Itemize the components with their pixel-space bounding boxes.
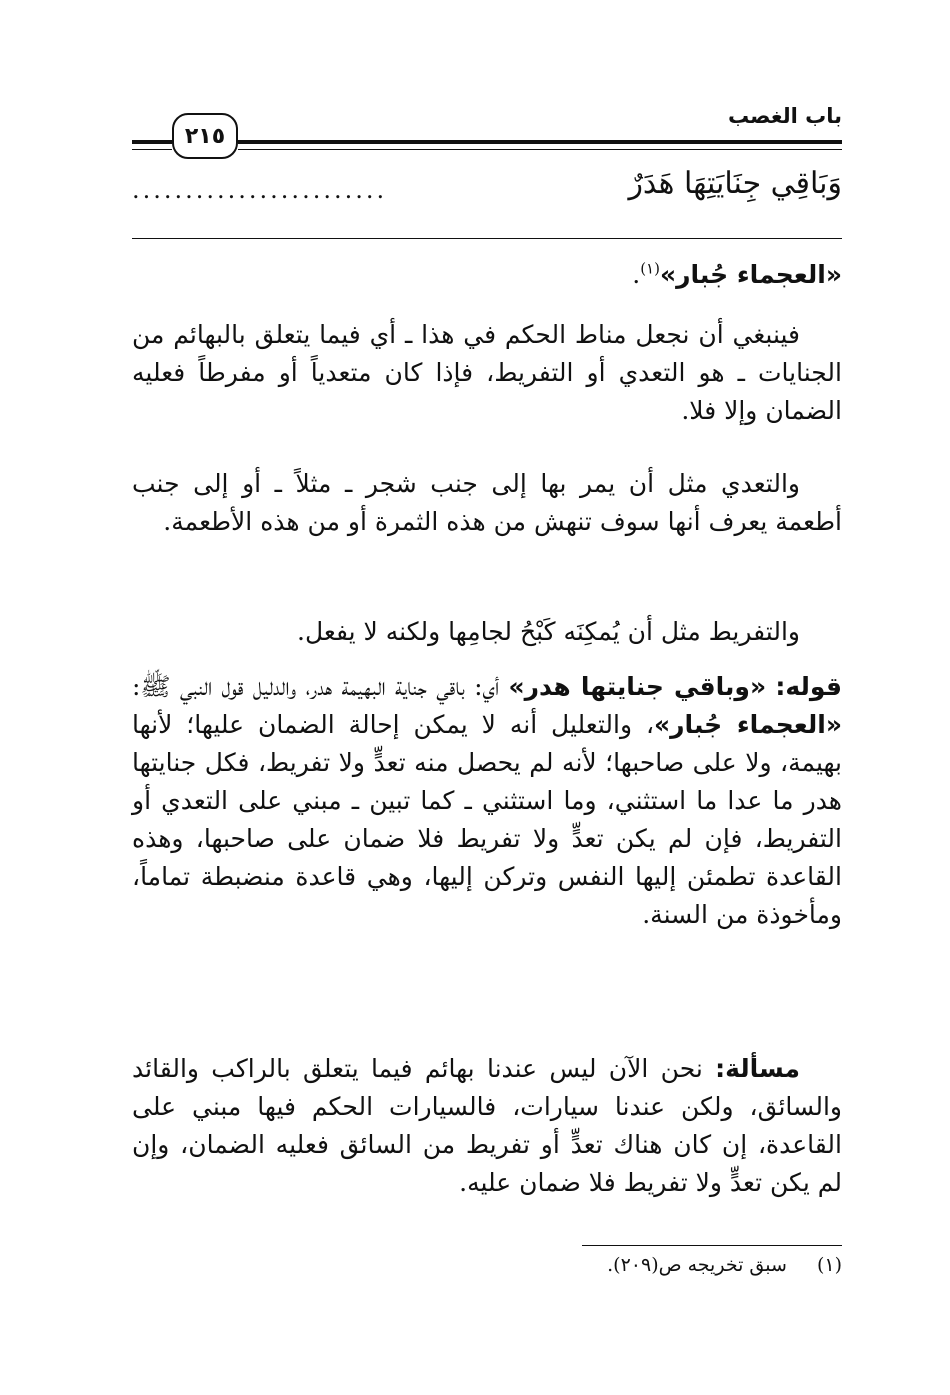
header-rule-left-thick [132, 140, 172, 144]
matn-line: وَبَاقِي جِنَايَتِهَا هَدَرٌ [628, 166, 842, 201]
footnote [607, 1254, 842, 1276]
paragraph-text: والتعدي مثل أن يمر بها إلى جنب شجر ـ مثلاً ـ أو إلى جنب أطعمة يعرف أنها سوف تنهش من هذه الثمرة أو من هذه الأطعمة. [132, 469, 842, 536]
paragraph-ruling-basis [132, 316, 842, 430]
matn-separator [132, 238, 842, 239]
matn-quote: «وباقي جنايتها هدر» [508, 672, 767, 701]
paragraph-text: أي: باقي جناية البهيمة هدر، والدليل قول النبي ﷺ: [132, 672, 509, 701]
footnote-number: (١) [816, 1254, 842, 1276]
paragraph-issue [132, 1050, 842, 1202]
paragraph-text: ، والتعليل أنه لا يمكن إحالة الضمان عليها؛ لأنها بهيمة، ولا على صاحبها؛ لأنه لم يحصل منه تعدٍّ ولا تفريط، فكل جنايتها هدر ما عدا ما استثني، وما استثني ـ كما تبين ـ مبني على التعدي أو التفريط، فإن لم يكن تعدٍّ ولا تفريط فلا ضمان على صاحبها، وهذه القاعدة تطمئن إليها النفس وتركن إليها، وهي قاعدة منضبطة تماماً، ومأخوذة من السنة. [132, 710, 842, 929]
hadith-quote: «العجماء جُبار» [659, 260, 842, 289]
paragraph-text: . [632, 260, 641, 289]
footnote-separator [582, 1245, 842, 1246]
hadith-quote: «العجماء جُبار» [654, 710, 842, 739]
header-rule-left-thin [132, 149, 172, 150]
header-rule-thick [238, 140, 842, 144]
page-number: ٢١٥ [172, 113, 238, 159]
footnote-reference[interactable]: (١) [640, 259, 660, 278]
footnote-text: سبق تخريجه ص(٢٠٩). [607, 1254, 787, 1276]
commentary-lead: قوله: [775, 672, 842, 701]
paragraph-negligence [132, 613, 842, 651]
paragraph-commentary [132, 668, 842, 934]
matn-dots: ........................ [132, 176, 388, 204]
issue-lead: مسألة: [715, 1054, 800, 1083]
paragraph-hadith [132, 256, 842, 294]
paragraph-text: والتفريط مثل أن يُمكِنَه كَبْحُ لجامِها ولكنه لا يفعل. [297, 617, 800, 646]
paragraph-text: نحن الآن ليس عندنا بهائم فيما يتعلق بالراكب والقائد والسائق، ولكن عندنا سيارات، فالسيارات الحكم فيها مبني على القاعدة، إن كان هناك تعدٍّ أو تفريط من السائق فعليه الضمان، وإن لم يكن تعدٍّ ولا تفريط فلا ضمان عليه. [132, 1054, 842, 1197]
paragraph-transgression [132, 465, 842, 541]
paragraph-text: فينبغي أن نجعل مناط الحكم في هذا ـ أي فيما يتعلق بالبهائم من الجنايات ـ هو التعدي أو التفريط، فإذا كان متعدياً أو مفرطاً فعليه الضمان وإلا فلا. [132, 320, 842, 425]
header-rule-thin [238, 149, 842, 150]
chapter-title: باب الغصب [727, 104, 842, 128]
